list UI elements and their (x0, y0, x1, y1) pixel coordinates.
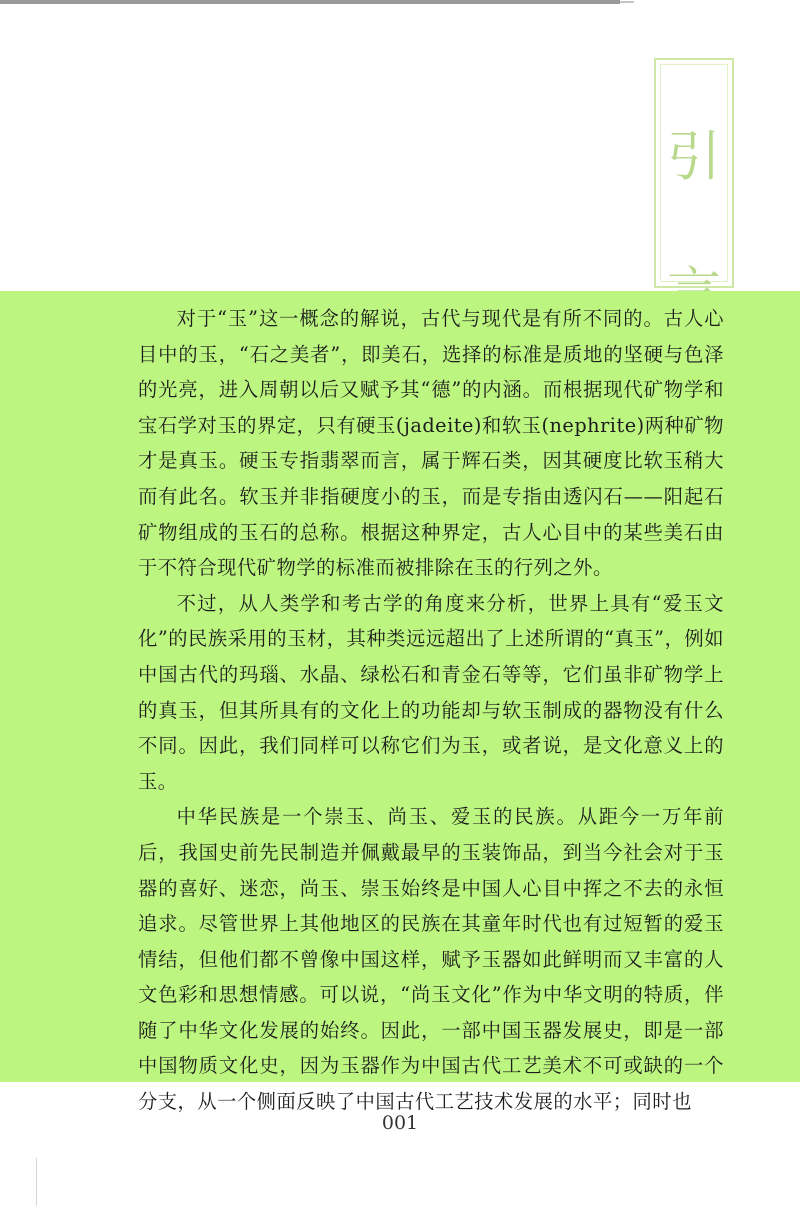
page-number: 001 (381, 1112, 419, 1134)
paragraph-2: 不过，从人类学和考古学的角度来分析，世界上具有“爱玉文化”的民族采用的玉材，其种类远远超出了上述所谓的“真玉”，例如中国古代的玛瑙、水晶、绿松石和青金石等等，它们虽非矿物学上的真玉，但其所具有的文化上的功能却与软玉制成的器物没有什么不同。因此，我们同样可以称它们为玉，或者说，是文化意义上的玉。 (138, 591, 724, 793)
top-edge-rule-end (620, 1, 634, 3)
page-gutter-mark (36, 1158, 37, 1206)
chapter-title-box (654, 58, 734, 288)
paragraph-1: 对于“玉”这一概念的解说，古代与现代是有所不同的。古人心目中的玉，“石之美者”，即美石，选择的标准是质地的坚硬与色泽的光亮，进入周朝以后又赋予其“德”的内涵。而根据现代矿物学和宝石学对玉的界定，只有硬玉(jadeite)和软玉(nephrite)两种矿物才是真玉。硬玉专指翡翠而言，属于辉石类，因其硬度比软玉稍大而有此名。软玉并非指硬度小的玉，而是专指由透闪石——阳起石矿物组成的玉石的总称。根据这种界定，古人心目中的某些美石由于不符合现代矿物学的标准而被排除在玉的行列之外。 (138, 307, 724, 580)
top-edge-rule (0, 0, 620, 4)
body-text (138, 301, 724, 1120)
chapter-title-char-1: 引 (667, 125, 721, 188)
paragraph-3: 中华民族是一个崇玉、尚玉、爱玉的民族。从距今一万年前后，我国史前先民制造并佩戴最早的玉装饰品，到当今社会对于玉器的喜好、迷恋，尚玉、崇玉始终是中国人心目中挥之不去的永恒追求。尽管世界上其他地区的民族在其童年时代也有过短暂的爱玉情结，但他们都不曾像中国这样，赋予玉器如此鲜明而又丰富的人文色彩和思想情感。可以说，“尚玉文化”作为中华文明的特质，伴随了中华文化发展的始终。因此，一部中国玉器发展史，即是一部中国物质文化史，因为玉器作为中国古代工艺美术不可或缺的一个分支，从一个侧面反映了中国古代工艺技术发展的水平；同时也 (138, 805, 724, 1114)
